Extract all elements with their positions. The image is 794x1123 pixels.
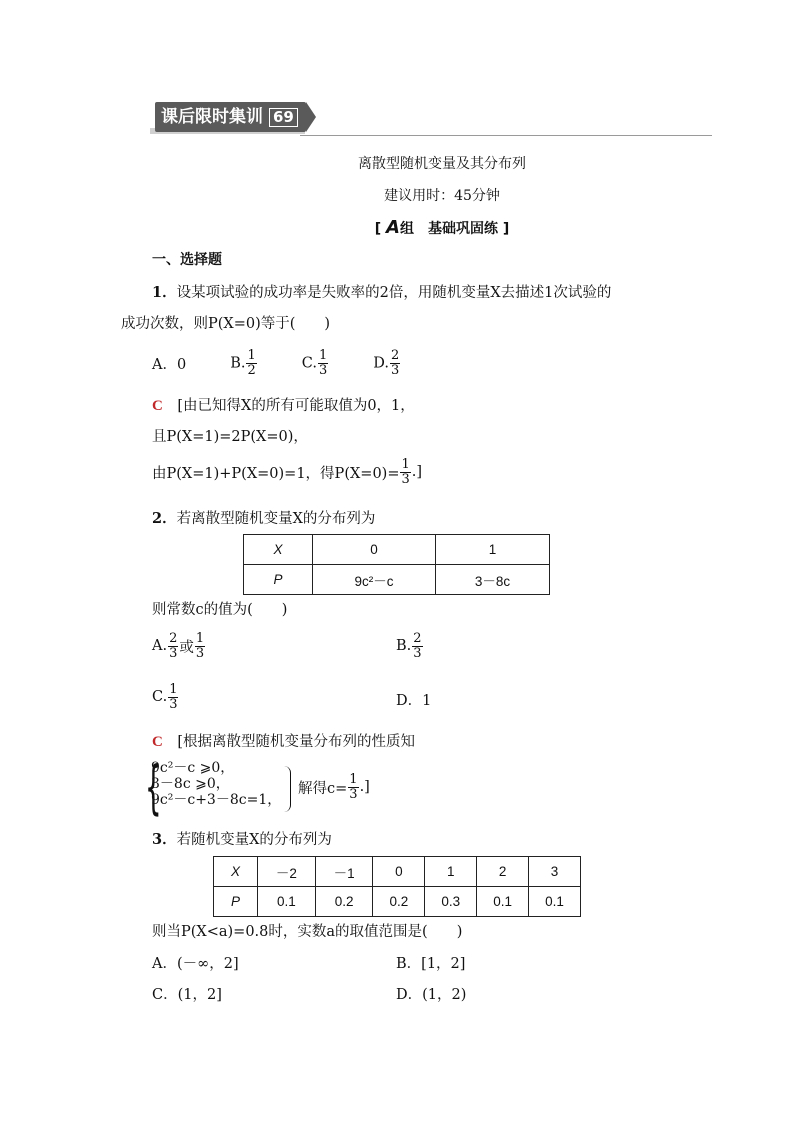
system-line: 3－8c ⩾0， (151, 776, 230, 792)
table-cell: 1 (436, 535, 550, 565)
header-banner (155, 102, 316, 132)
group-open: [ (374, 221, 382, 237)
q2-line1: 2．若离散型随机变量X的分布列为 (152, 510, 376, 527)
q1-explanation-1: C [由已知得X的所有可能取值为0，1， (152, 398, 415, 414)
table-cell: －2 (258, 857, 316, 887)
table-cell: 3－8c (436, 565, 550, 595)
q3-option-b: B．[1，2] (396, 956, 466, 972)
q2-answer: C (152, 734, 163, 750)
banner-tail (306, 102, 316, 132)
banner-number: 69 (269, 108, 298, 127)
q3-distribution-table (213, 856, 581, 917)
q2-question: 则常数c的值为( ) (152, 602, 288, 618)
table-cell: X (214, 857, 258, 887)
q2-option-c: C. $\frac{1}{3}$ (152, 681, 178, 712)
left-brace: { (145, 753, 162, 821)
q1-explanation-3: 由P(X=1)+P(X=0)=1，得P(X=0)= $\frac{1}{3}$ .] (152, 456, 423, 487)
q2-option-b: B. $\frac{2}{3}$ (396, 630, 422, 661)
q1-options (152, 343, 401, 383)
q3-number: 3． (152, 831, 177, 848)
q1-line1 (152, 281, 611, 302)
q1-explanation-2: 且P(X=1)=2P(X=0)， (152, 429, 308, 445)
system-line: 9c²－c+3－8c=1， (151, 792, 282, 808)
q1-answer: C (152, 398, 163, 414)
q2-number: 2． (152, 510, 177, 527)
q1-option-d: D. $\frac{2}{3}$ (373, 347, 400, 378)
right-bracket (284, 766, 291, 812)
q2-option-d: D．1 (396, 693, 432, 709)
table-row (244, 535, 550, 565)
q1-text-line1: 设某项试验的成功率是失败率的2倍，用随机变量X去描述1次试验的 (176, 285, 612, 301)
table-row (214, 887, 581, 917)
group-close: ] (502, 221, 510, 237)
table-cell: 9c²－c (313, 565, 436, 595)
system-line: 9c²－c ⩾0， (151, 760, 235, 776)
table-cell: 0 (373, 857, 425, 887)
q2-distribution-table (243, 534, 550, 595)
q2-option-a: A. $\frac{2}{3}$ 或 $\frac{1}{3}$ (152, 630, 205, 661)
banner-label: 课后限时集训 (161, 107, 263, 127)
time-hint: 建议用时：45分钟 (384, 188, 500, 204)
page-title: 离散型随机变量及其分布列 (358, 156, 526, 172)
table-cell: 0.1 (529, 887, 581, 917)
q3-option-c: C．(1，2] (152, 987, 222, 1003)
table-row (244, 565, 550, 595)
table-cell: 2 (477, 857, 529, 887)
table-cell: P (244, 565, 313, 595)
table-cell: 0 (313, 535, 436, 565)
section-heading: 一、选择题 (152, 252, 222, 268)
q3-option-d: D．(1，2) (396, 987, 467, 1003)
table-cell: 1 (425, 857, 477, 887)
q3-question: 则当P(X<a)=0.8时，实数a的取值范围是( ) (152, 924, 463, 940)
q1-option-a: A．0 (152, 356, 187, 373)
table-cell: －1 (315, 857, 373, 887)
group-letter: A (386, 217, 400, 238)
table-cell: X (244, 535, 313, 565)
table-cell: 0.1 (258, 887, 316, 917)
table-row (214, 857, 581, 887)
q2-system-result: 解得c= $\frac{1}{3}$ .] (298, 771, 370, 802)
q1-option-c: C. $\frac{1}{3}$ (301, 347, 328, 378)
group-heading (0, 217, 794, 238)
q1-text-line2: 成功次数，则P(X=0)等于( ) (121, 316, 331, 332)
q3-line1: 3．若随机变量X的分布列为 (152, 831, 332, 848)
table-cell: 0.1 (477, 887, 529, 917)
table-cell: 0.2 (373, 887, 425, 917)
q1-option-b: B. $\frac{1}{2}$ (230, 347, 256, 378)
table-cell: P (214, 887, 258, 917)
banner-box (155, 102, 306, 132)
q3-option-a: A．(－∞，2] (152, 956, 239, 972)
table-cell: 3 (529, 857, 581, 887)
q2-system (151, 760, 281, 808)
table-cell: 0.2 (315, 887, 373, 917)
q1-number: 1． (152, 284, 177, 301)
group-suffix: 组 基础巩固练 (399, 221, 498, 237)
q2-explanation-1: C [根据离散型随机变量分布列的性质知 (152, 734, 415, 750)
table-cell: 0.3 (425, 887, 477, 917)
header-rule (300, 135, 712, 136)
